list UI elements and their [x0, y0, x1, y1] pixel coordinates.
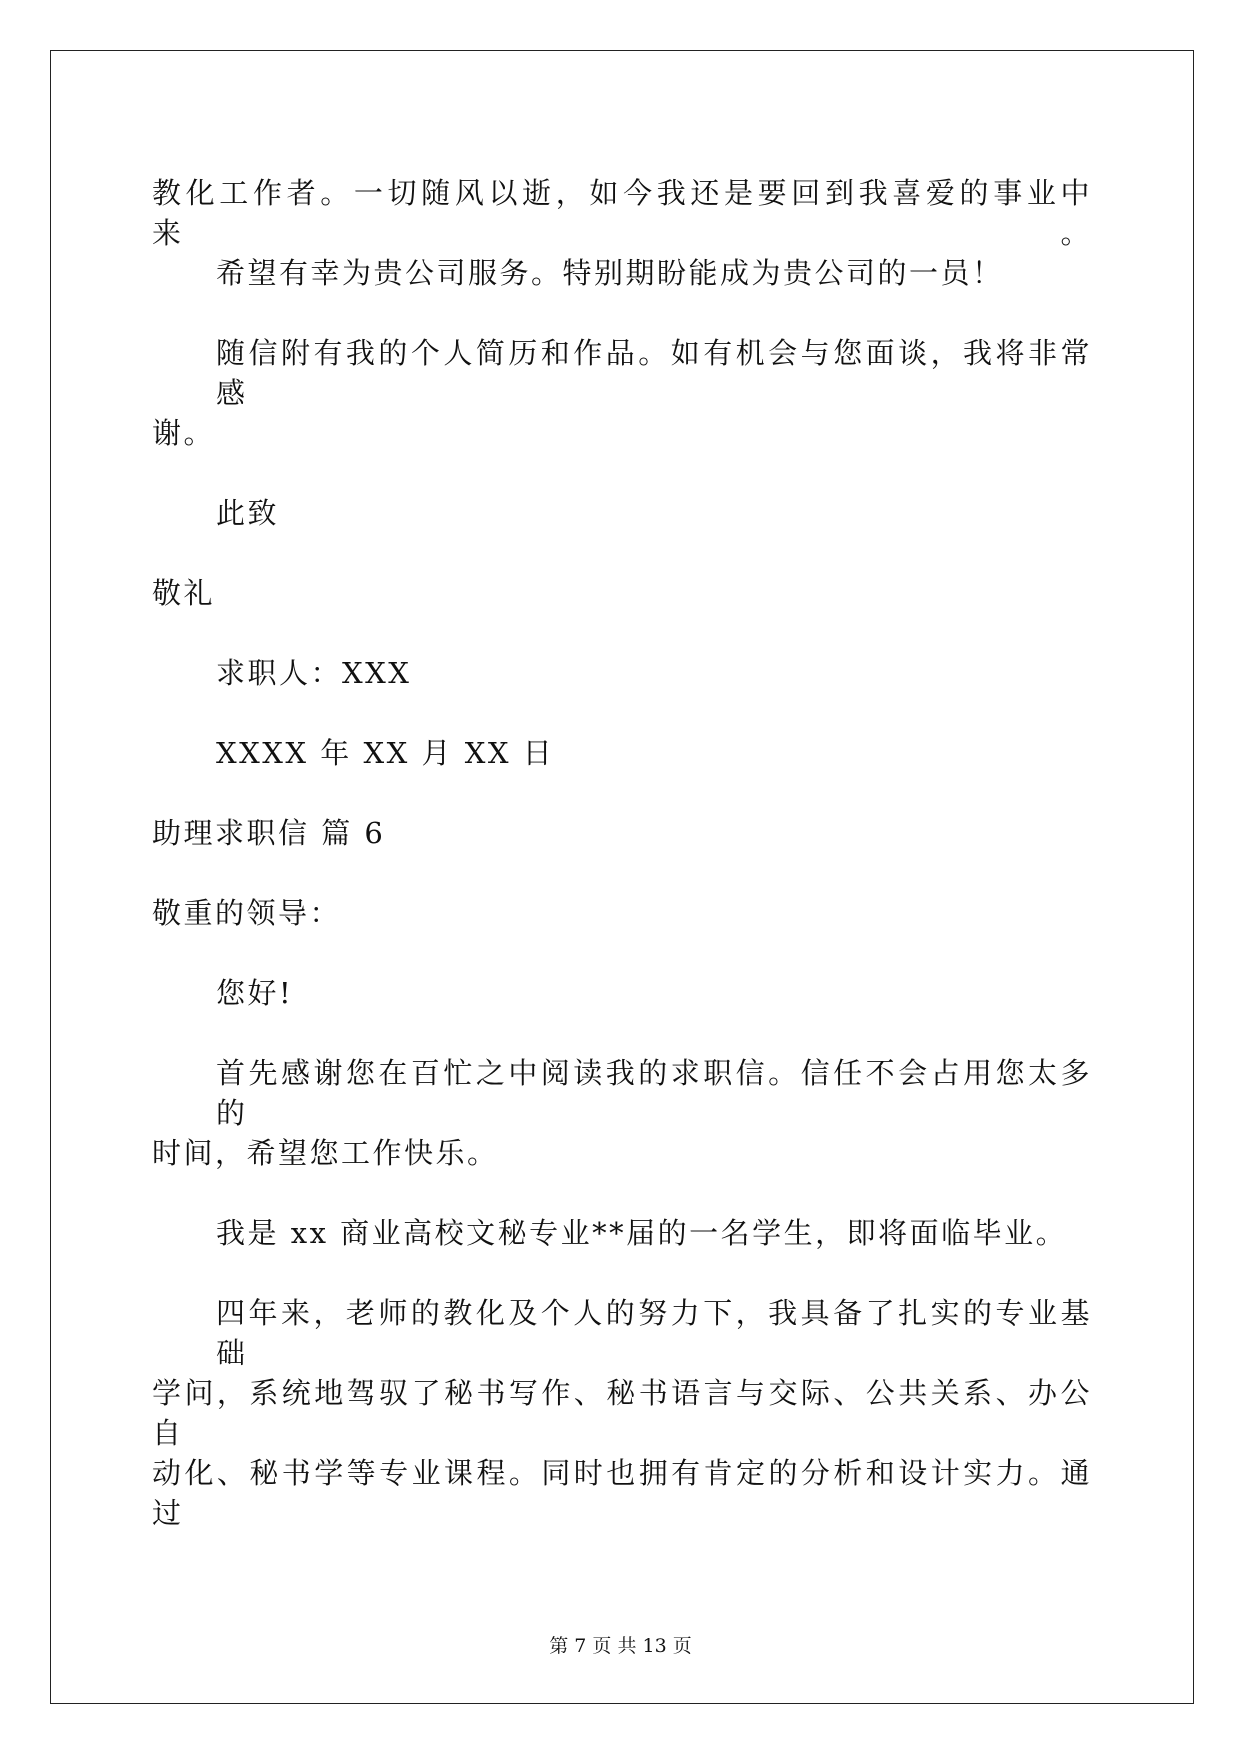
body-line-16: 学问，系统地驾驭了秘书写作、秘书语言与交际、公共关系、办公自 — [152, 1376, 1092, 1450]
body-line-12: 首先感谢您在百忙之中阅读我的求职信。信任不会占用您太多的 — [216, 1056, 1092, 1130]
body-line-3: 随信附有我的个人简历和作品。如有机会与您面谈，我将非常感 — [216, 336, 1092, 410]
section-heading: 助理求职信 篇 6 — [152, 816, 386, 850]
body-line-2: 希望有幸为贵公司服务。特别期盼能成为贵公司的一员！ — [216, 256, 1004, 290]
body-line-13: 时间，希望您工作快乐。 — [152, 1136, 499, 1170]
letter-date: XXXX 年 XX 月 XX 日 — [216, 736, 555, 770]
salutation: 敬重的领导： — [152, 896, 342, 930]
closing-greeting: 此致 — [216, 496, 280, 530]
body-line-17: 动化、秘书学等专业课程。同时也拥有肯定的分析和设计实力。通过 — [152, 1456, 1092, 1530]
closing-salute: 敬礼 — [152, 576, 216, 610]
body-line-15: 四年来，老师的教化及个人的努力下，我具备了扎实的专业基础 — [216, 1296, 1092, 1370]
applicant-signature: 求职人：XXX — [216, 656, 412, 690]
body-line-14: 我是 xx 商业高校文秘专业**届的一名学生，即将面临毕业。 — [216, 1216, 1068, 1250]
body-line-4: 谢。 — [152, 416, 216, 450]
page-number-footer: 第 7 页 共 13 页 — [549, 1635, 692, 1657]
greeting: 您好! — [216, 976, 294, 1010]
body-line-1: 教化工作者。一切随风以逝，如今我还是要回到我喜爱的事业中来。 — [152, 176, 1092, 250]
